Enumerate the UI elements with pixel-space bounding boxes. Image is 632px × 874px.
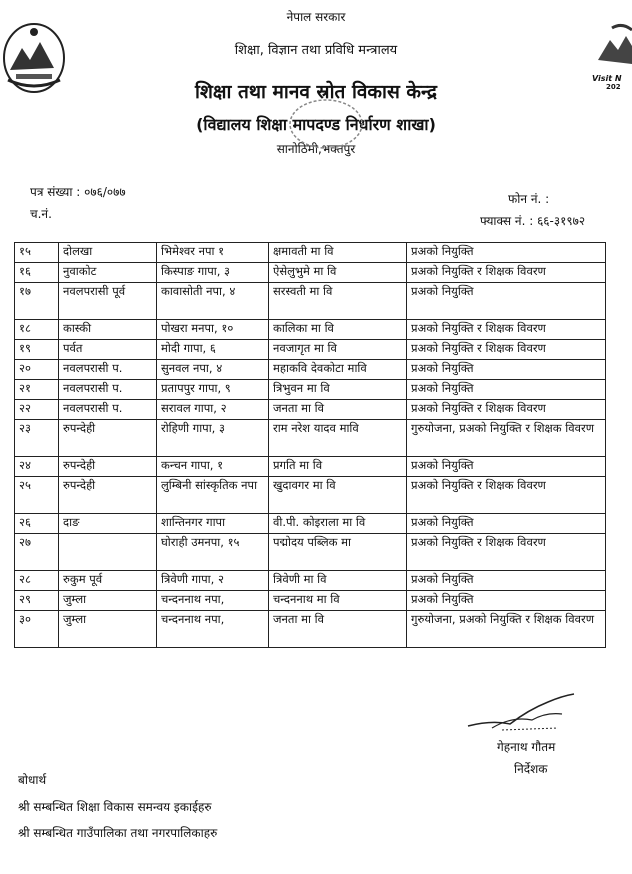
remark-cell: प्रअको नियुक्ति र शिक्षक विवरण: [407, 534, 606, 571]
remark-cell: प्रअको नियुक्ति र शिक्षक विवरण: [407, 477, 606, 514]
school-cell: क्षमावती मा वि: [269, 243, 407, 263]
district-cell: जुम्ला: [59, 611, 157, 648]
palika-cell: चन्दननाथ नपा,: [157, 611, 269, 648]
palika-cell: कन्चन गापा, १: [157, 457, 269, 477]
table-row: [15, 243, 606, 263]
serial-number-cell: १५: [15, 243, 59, 263]
table-row: [15, 360, 606, 380]
palika-cell: पोखरा मनपा, १०: [157, 320, 269, 340]
palika-cell: चन्दननाथ नपा,: [157, 591, 269, 611]
remark-cell: प्रअको नियुक्ति: [407, 591, 606, 611]
school-cell: पद्मोदय पब्लिक मा: [269, 534, 407, 571]
palika-cell: कावासोती नपा, ४: [157, 283, 269, 320]
remark-cell: प्रअको नियुक्ति: [407, 360, 606, 380]
remark-cell: प्रअको नियुक्ति र शिक्षक विवरण: [407, 400, 606, 420]
district-cell: कास्की: [59, 320, 157, 340]
school-cell: चन्दननाथ मा वि: [269, 591, 407, 611]
table-row: [15, 320, 606, 340]
school-cell: त्रिभुवन मा वि: [269, 380, 407, 400]
palika-cell: शान्तिनगर गापा: [157, 514, 269, 534]
table-row: [15, 263, 606, 283]
school-cell: प्रगति मा वि: [269, 457, 407, 477]
serial-number-cell: २३: [15, 420, 59, 457]
branch-name: (विद्यालय शिक्षा मापदण्ड निर्धारण शाखा): [196, 115, 436, 134]
palika-cell: सुनवल नपा, ४: [157, 360, 269, 380]
school-list-table: [14, 242, 606, 648]
center-name: शिक्षा तथा मानव स्रोत विकास केन्द्र: [195, 81, 437, 103]
serial-number-cell: ३०: [15, 611, 59, 648]
table-row: [15, 340, 606, 360]
district-cell: रुकुम पूर्व: [59, 571, 157, 591]
remark-cell: प्रअको नियुक्ति: [407, 243, 606, 263]
district-cell: नवलपरासी पूर्व: [59, 283, 157, 320]
school-cell: ऐसेलुभुमे मा वि: [269, 263, 407, 283]
remark-cell: प्रअको नियुक्ति: [407, 283, 606, 320]
palika-cell: किस्पाङ गापा, ३: [157, 263, 269, 283]
palika-cell: मोदी गापा, ६: [157, 340, 269, 360]
serial-number-cell: २०: [15, 360, 59, 380]
palika-cell: घोराही उमनपा, १५: [157, 534, 269, 571]
district-cell: नवलपरासी प.: [59, 400, 157, 420]
visit-nepal-year: 202: [606, 83, 621, 91]
serial-number-cell: २४: [15, 457, 59, 477]
school-cell: कालिका मा वि: [269, 320, 407, 340]
palika-cell: सरावल गापा, २: [157, 400, 269, 420]
table-row: [15, 457, 606, 477]
district-cell: जुम्ला: [59, 591, 157, 611]
serial-number-cell: १६: [15, 263, 59, 283]
signatory-title: निर्देशक: [514, 762, 548, 776]
district-cell: [59, 534, 157, 571]
remark-cell: प्रअको नियुक्ति र शिक्षक विवरण: [407, 340, 606, 360]
cc-line-1: श्री सम्बन्धित शिक्षा विकास समन्वय इकाईहरु: [18, 800, 212, 814]
school-cell: सरस्वती मा वि: [269, 283, 407, 320]
remark-cell: गुरुयोजना, प्रअको नियुक्ति र शिक्षक विवरण: [407, 611, 606, 648]
serial-number-cell: २८: [15, 571, 59, 591]
table-row: [15, 380, 606, 400]
table-row: [15, 400, 606, 420]
district-cell: नवलपरासी प.: [59, 380, 157, 400]
office-location: सानोठिमी,भक्तपुर: [276, 142, 356, 156]
ministry-name: शिक्षा, विज्ञान तथा प्रविधि मन्त्रालय: [234, 43, 398, 58]
serial-number-cell: १८: [15, 320, 59, 340]
school-cell: त्रिवेणी मा वि: [269, 571, 407, 591]
school-cell: वी.पी. कोइराला मा वि: [269, 514, 407, 534]
palika-cell: त्रिवेणी गापा, २: [157, 571, 269, 591]
district-cell: नुवाकोट: [59, 263, 157, 283]
cc-line-2: श्री सम्बन्धित गाउँपालिका तथा नगरपालिकाहरु: [18, 826, 218, 840]
table-row: [15, 571, 606, 591]
visit-nepal-text: Visit N: [592, 74, 622, 83]
remark-cell: प्रअको नियुक्ति: [407, 457, 606, 477]
remark-cell: गुरुयोजना, प्रअको नियुक्ति र शिक्षक विवरण: [407, 420, 606, 457]
school-cell: जनता मा वि: [269, 400, 407, 420]
table-row: [15, 514, 606, 534]
remark-cell: प्रअको नियुक्ति र शिक्षक विवरण: [407, 320, 606, 340]
serial-number-cell: २९: [15, 591, 59, 611]
office-stamp: [286, 96, 366, 152]
serial-number-cell: १७: [15, 283, 59, 320]
serial-number-cell: २६: [15, 514, 59, 534]
table-row: [15, 420, 606, 457]
table-row: [15, 534, 606, 571]
district-cell: रुपन्देही: [59, 477, 157, 514]
palika-cell: लुम्बिनी सांस्कृतिक नपा: [157, 477, 269, 514]
fax-number: फ्याक्स नं. : ६६-३१९७२: [480, 214, 586, 228]
government-name: नेपाल सरकार: [286, 10, 346, 24]
table-row: [15, 477, 606, 514]
table-row: [15, 591, 606, 611]
serial-number-cell: २२: [15, 400, 59, 420]
district-cell: पर्वत: [59, 340, 157, 360]
table-row: [15, 611, 606, 648]
school-cell: नवजागृत मा वि: [269, 340, 407, 360]
palika-cell: भिमेश्वर नपा १: [157, 243, 269, 263]
remark-cell: प्रअको नियुक्ति: [407, 514, 606, 534]
district-cell: नवलपरासी प.: [59, 360, 157, 380]
serial-number-cell: २७: [15, 534, 59, 571]
remark-cell: प्रअको नियुक्ति: [407, 571, 606, 591]
table-row: [15, 283, 606, 320]
palika-cell: प्रतापपुर गापा, ९: [157, 380, 269, 400]
school-cell: महाकवि देवकोटा मावि: [269, 360, 407, 380]
district-cell: दाङ: [59, 514, 157, 534]
school-cell: राम नरेश यादव मावि: [269, 420, 407, 457]
remark-cell: प्रअको नियुक्ति र शिक्षक विवरण: [407, 263, 606, 283]
signatory-name: गेहनाथ गौतम: [497, 740, 556, 754]
district-cell: रुपन्देही: [59, 420, 157, 457]
reference-number: पत्र संख्या : ०७६/०७७: [30, 185, 126, 199]
signature-scribble: [462, 690, 582, 734]
palika-cell: रोहिणी गापा, ३: [157, 420, 269, 457]
serial-number-cell: २५: [15, 477, 59, 514]
dispatch-number: च.नं.: [30, 207, 52, 221]
phone-number: फोन नं. :: [508, 192, 550, 206]
school-cell: खुदावगर मा वि: [269, 477, 407, 514]
school-cell: जनता मा वि: [269, 611, 407, 648]
serial-number-cell: २१: [15, 380, 59, 400]
remark-cell: प्रअको नियुक्ति: [407, 380, 606, 400]
cc-label: बोधार्थ: [18, 773, 47, 787]
serial-number-cell: १९: [15, 340, 59, 360]
district-cell: दोलखा: [59, 243, 157, 263]
district-cell: रुपन्देही: [59, 457, 157, 477]
